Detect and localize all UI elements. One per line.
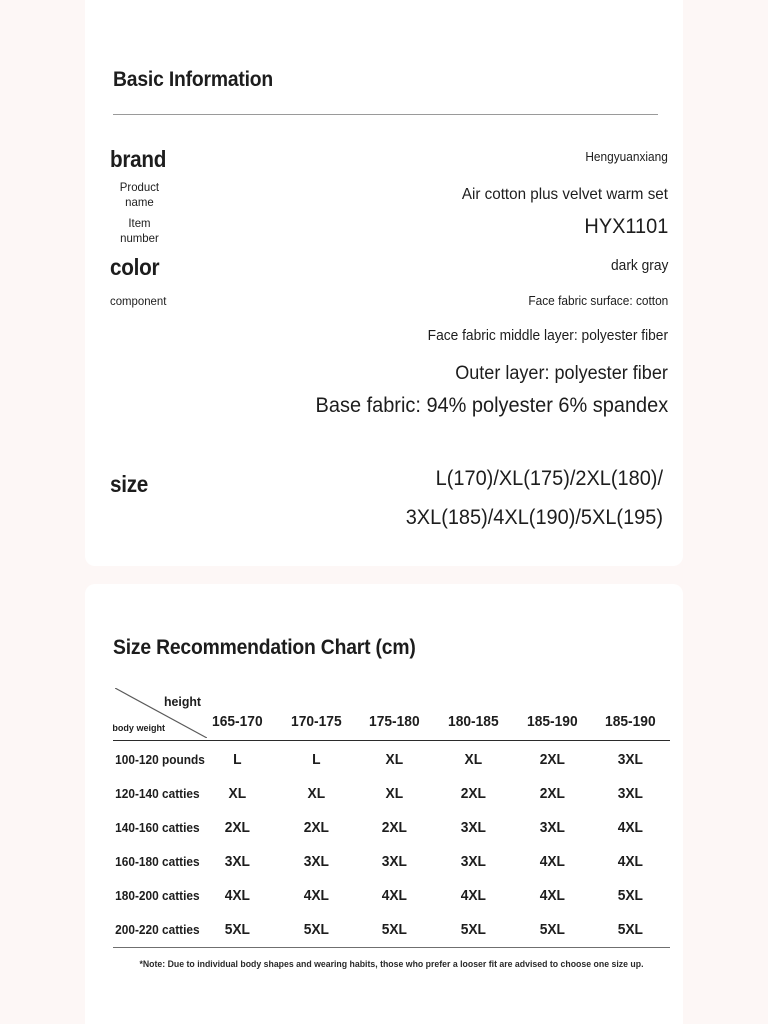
table-cell: 5XL	[224, 922, 250, 938]
table-cell: 4XL	[224, 888, 250, 904]
table-cell: 3XL	[539, 820, 565, 836]
size-line-1: L(170)/XL(175)/2XL(180)/	[435, 467, 663, 490]
corner-height-label: height	[163, 694, 202, 709]
component-line-1: Face fabric surface: cotton	[528, 294, 668, 308]
table-cell: 3XL	[303, 854, 329, 870]
size-chart-card	[85, 584, 683, 1024]
table-cell: 5XL	[303, 922, 329, 938]
value-product-name: Air cotton plus velvet warm set	[461, 186, 668, 203]
table-cell: 3XL	[618, 786, 644, 802]
table-cell: 2XL	[382, 820, 408, 836]
table-cell: XL	[228, 786, 247, 802]
table-cell: 2XL	[224, 820, 250, 836]
label-item-number-line1: Item	[128, 216, 151, 230]
size-chart-title: Size Recommendation Chart (cm)	[113, 636, 416, 659]
table-cell: 4XL	[382, 888, 408, 904]
table-cell: 4XL	[618, 854, 644, 870]
table-corner-cell	[112, 684, 202, 740]
table-cell: 3XL	[618, 752, 644, 768]
value-size	[85, 459, 683, 537]
table-row	[113, 913, 670, 947]
size-recommendation-table	[113, 684, 670, 969]
label-brand: brand	[110, 146, 167, 172]
table-row	[113, 777, 670, 811]
column-header: 165-170	[212, 714, 263, 730]
column-header: 185-190	[605, 714, 656, 730]
table-cell: 4XL	[539, 888, 565, 904]
column-header: 180-185	[448, 714, 499, 730]
table-cell: 5XL	[460, 922, 486, 938]
table-cell: 4XL	[460, 888, 486, 904]
table-row	[113, 845, 670, 879]
title-divider	[113, 114, 658, 115]
table-cell: XL	[464, 752, 483, 768]
row-header-weight: 120-140 catties	[115, 787, 200, 801]
table-cell: XL	[307, 786, 325, 802]
table-cell: L	[233, 752, 242, 768]
height-column-headers	[198, 684, 670, 740]
row-header-weight: 200-220 catties	[115, 923, 200, 937]
table-cell: 2XL	[539, 752, 565, 768]
value-item-number: HYX1101	[584, 215, 668, 238]
label-item-number-line2: number	[120, 231, 159, 245]
page-title: Basic Information	[113, 68, 274, 91]
column-header: 170-175	[290, 714, 342, 730]
table-cell: 2XL	[539, 786, 565, 802]
table-row	[113, 743, 670, 777]
table-cell: XL	[385, 752, 404, 768]
table-cell: 2XL	[303, 820, 329, 836]
table-cell: 3XL	[224, 854, 250, 870]
label-component: component	[110, 294, 167, 308]
table-cell: 5XL	[382, 922, 408, 938]
label-color: color	[110, 254, 160, 280]
table-row	[113, 811, 670, 845]
table-cell: 5XL	[618, 888, 644, 904]
table-row	[113, 879, 670, 913]
component-line-2: Face fabric middle layer: polyester fiber	[427, 328, 668, 344]
table-cell: 3XL	[382, 854, 408, 870]
table-cell: 2XL	[460, 786, 486, 802]
table-cell: 5XL	[618, 922, 644, 938]
table-cell: XL	[385, 786, 404, 802]
size-chart-footnote: *Note: Due to individual body shapes and wearing habits, those who prefer a looser fit are advised to choose one size up.	[139, 959, 644, 969]
row-header-weight: 140-160 catties	[115, 821, 200, 835]
value-brand: Hengyuanxiang	[585, 150, 668, 164]
corner-weight-label: body weight	[112, 723, 166, 734]
table-cell: 4XL	[539, 854, 565, 870]
table-cell: 3XL	[460, 854, 486, 870]
row-header-weight: 100-120 pounds	[115, 753, 205, 767]
value-color: dark gray	[610, 258, 668, 274]
label-product-name-line2: name	[125, 195, 154, 209]
table-cell: 4XL	[618, 820, 644, 836]
row-header-weight: 160-180 catties	[115, 855, 200, 869]
table-cell: 5XL	[539, 922, 565, 938]
component-line-3: Outer layer: polyester fiber	[455, 363, 668, 384]
table-header-row	[113, 684, 670, 740]
component-line-4: Base fabric: 94% polyester 6% spandex	[315, 394, 668, 417]
column-header: 185-190	[526, 714, 578, 730]
size-line-2: 3XL(185)/4XL(190)/5XL(195)	[405, 506, 663, 529]
table-cell: L	[311, 752, 321, 768]
basic-information-card	[85, 0, 683, 566]
column-header: 175-180	[369, 714, 420, 730]
label-product-name-line1: Product	[119, 180, 160, 194]
table-cell: 4XL	[303, 888, 329, 904]
table-body	[113, 741, 670, 947]
table-cell: 3XL	[460, 820, 486, 836]
row-header-weight: 180-200 catties	[115, 889, 200, 903]
label-size: size	[110, 471, 149, 497]
